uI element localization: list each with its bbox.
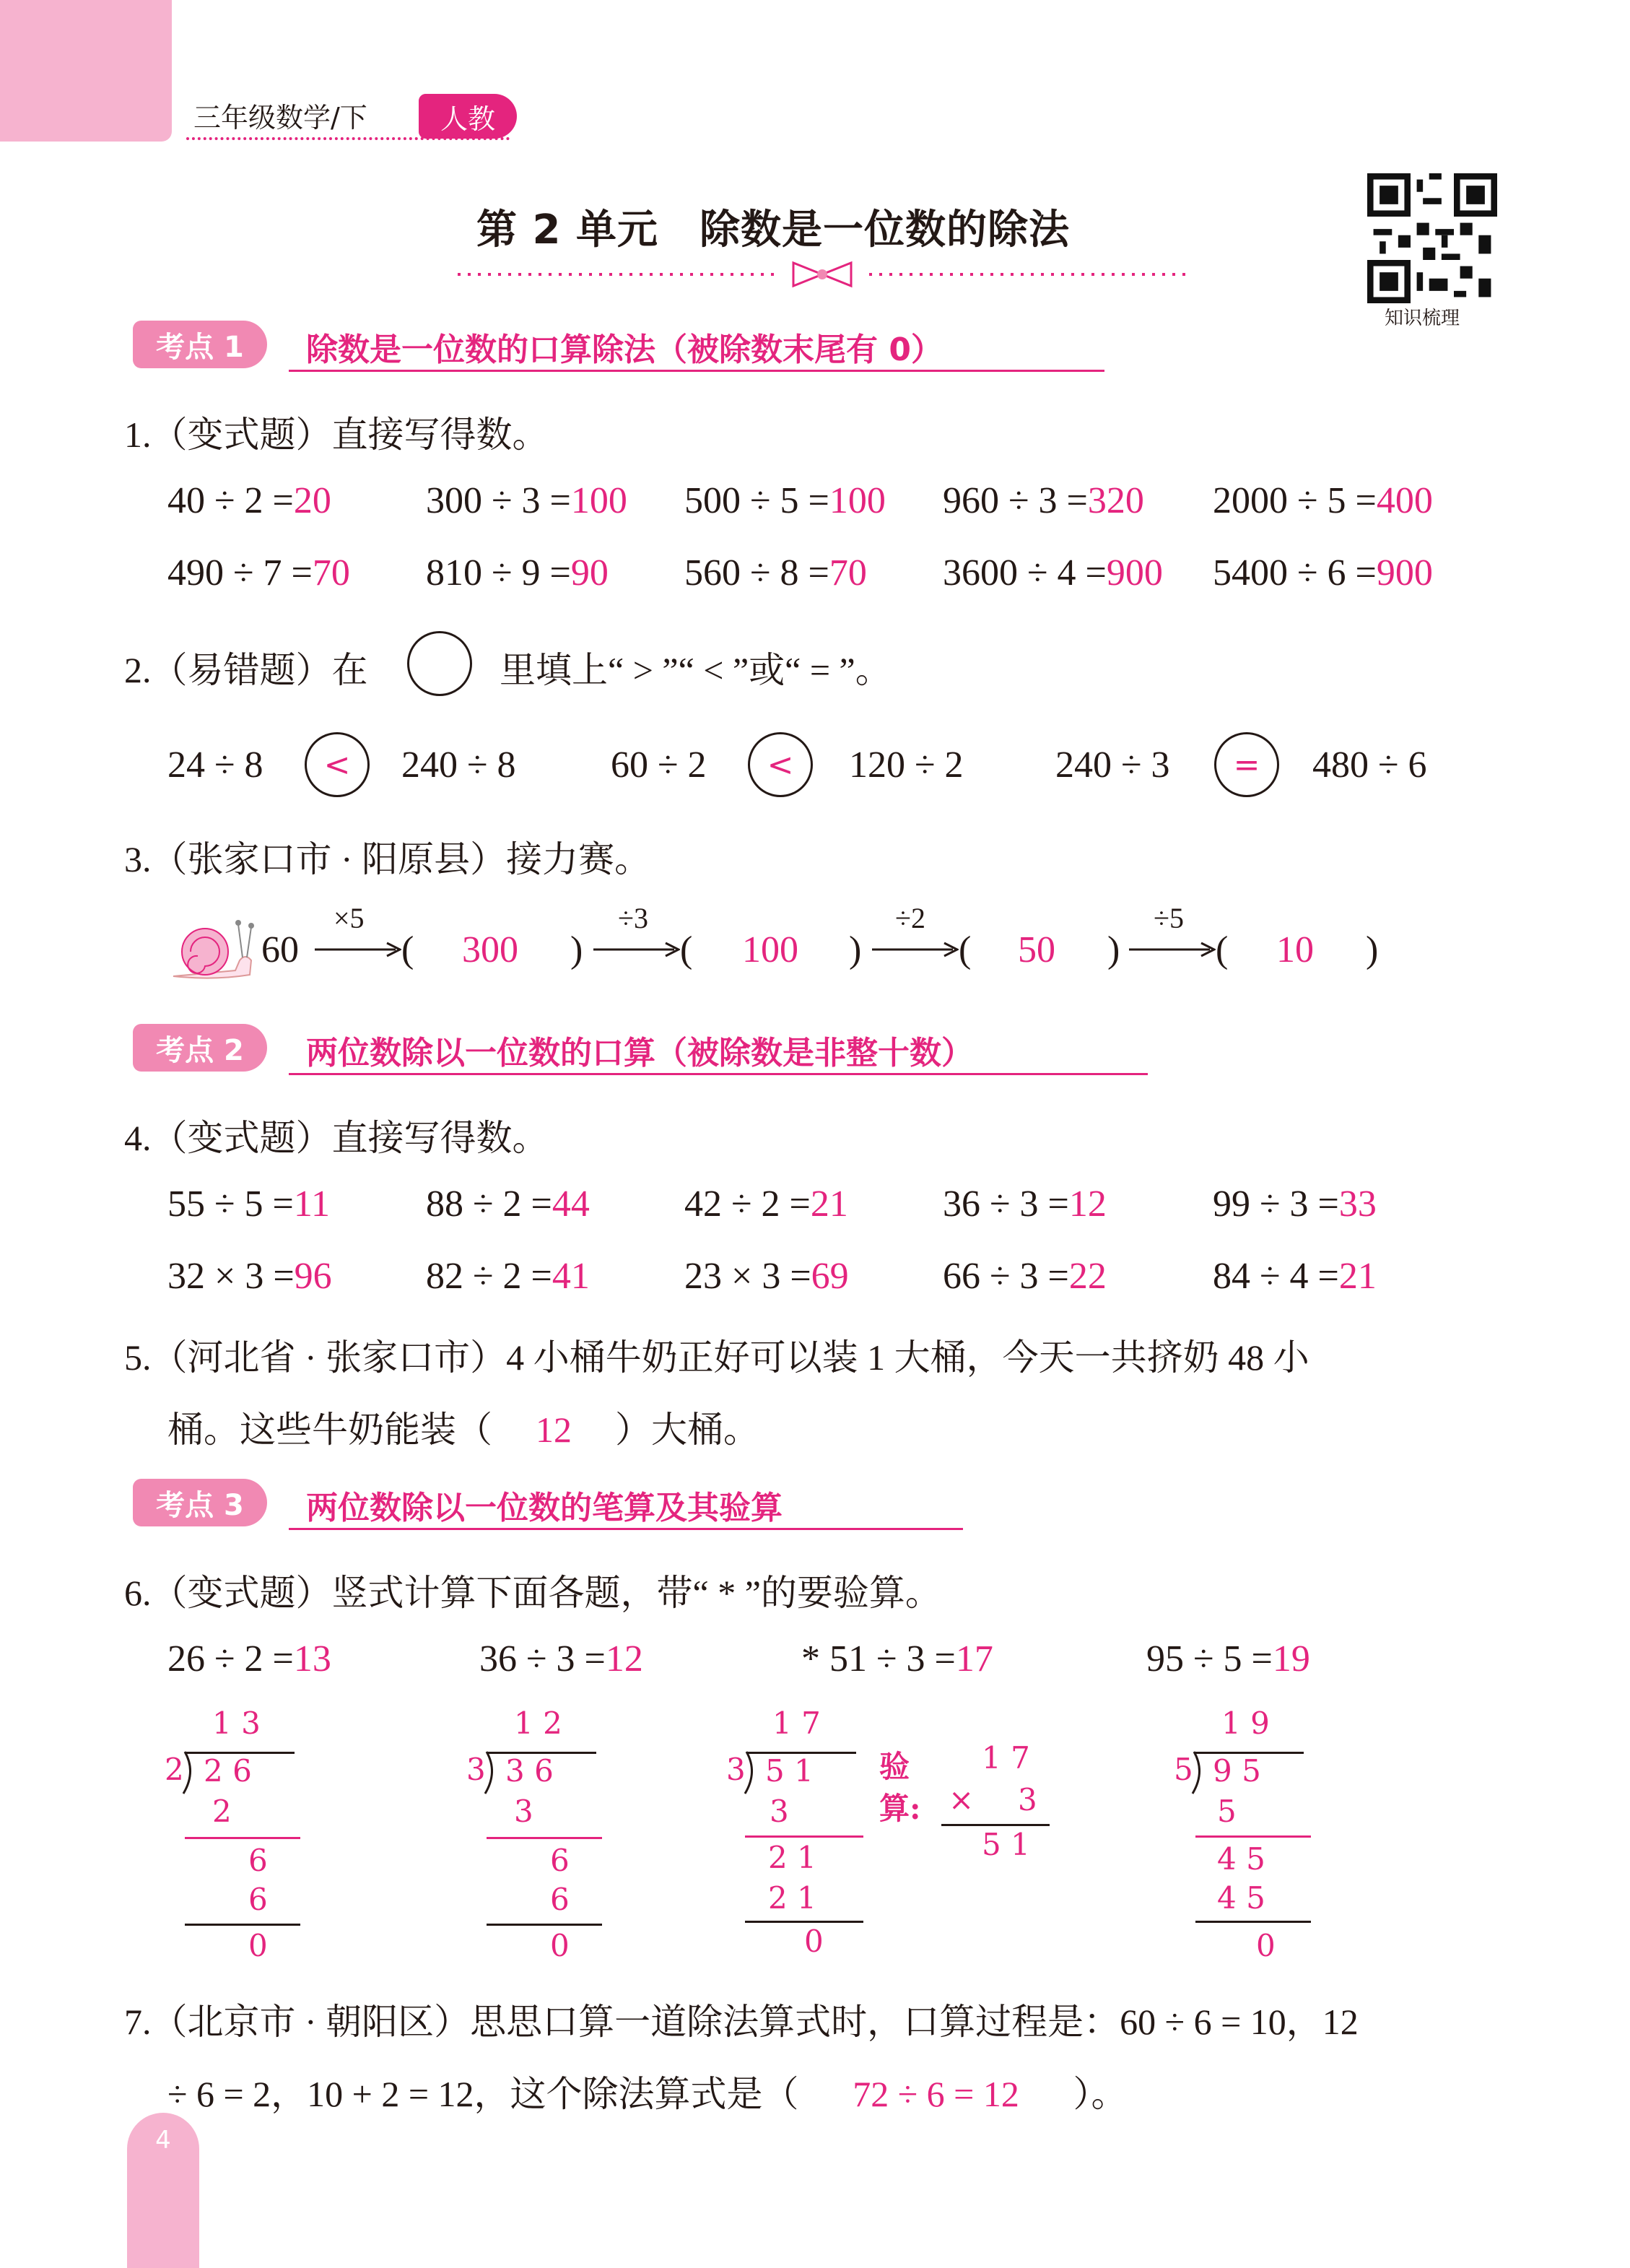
division-bracket-icon [182,1750,199,1795]
step-line [185,1924,300,1926]
kp2-title: 两位数除以一位数的口算（被除数是非整十数） [306,1035,973,1072]
q1-item: 960 ÷ 3 =320 [943,480,1144,521]
step-subtract: 4 5 [1217,1880,1265,1916]
q5-line2: 桶。这些牛奶能装（ 12 ）大桶。 [167,1409,759,1450]
header-divider [186,137,510,140]
page-number: 4 [155,2126,171,2155]
q1-item: 5400 ÷ 6 =900 [1213,552,1433,594]
q4-item: 55 ÷ 5 =11 [167,1183,330,1225]
step-line [487,1837,602,1839]
kp3-badge: 考点 3 [133,1479,267,1526]
answer-circle-sample [407,631,472,696]
quotient: 1 2 [514,1706,562,1741]
q4-item: 42 ÷ 2 =21 [684,1183,848,1225]
step-subtract: 6 [248,1882,268,1917]
dividend: 3 6 [505,1753,554,1789]
check-result: 5 1 [982,1827,1030,1862]
q2-right: 240 ÷ 8 [401,744,516,786]
bow-divider-icon [458,260,1187,289]
check-top: 1 7 [982,1740,1030,1776]
arrow-icon [872,939,959,960]
unit-title: 第 2 单元 除数是一位数的除法 [476,207,1070,253]
q4-item: 82 ÷ 2 =41 [426,1256,590,1297]
q4-stem: 4.（变式题）直接写得数。 [124,1118,549,1158]
step-subtract: 5 [1217,1794,1237,1829]
step-line [745,1921,863,1923]
step-line [745,1835,863,1838]
qr-label: 知识梳理 [1385,308,1460,329]
q2-stem-a: 2.（易错题）在 [124,650,368,690]
q3-stem: 3.（张家口市 · 阳原县）接力赛。 [124,839,651,879]
q2-answer-circle: < [305,732,370,797]
check-multiplier: 3 [1018,1782,1037,1817]
step-line [487,1924,602,1926]
corner-decoration [0,0,172,142]
q4-item: 99 ÷ 3 =33 [1213,1183,1377,1225]
q4-item: 36 ÷ 3 =12 [943,1183,1107,1225]
step-remainder: 6 [248,1843,268,1878]
step-line [185,1837,300,1839]
q7-line1: 7.（北京市 · 朝阳区）思思口算一道除法算式时，口算过程是：60 ÷ 6 = 10，12 [124,2002,1359,2042]
q4-item: 66 ÷ 3 =22 [943,1256,1107,1297]
q6-item: * 51 ÷ 3 =17 [801,1638,993,1680]
q2-right: 120 ÷ 2 [849,744,964,786]
kp1-badge: 考点 1 [133,321,267,368]
q3-op: ÷5 [1154,902,1184,934]
q5-line1: 5.（河北省 · 张家口市）4 小桶牛奶正好可以装 1 大桶，今天一共挤奶 48 小 [124,1337,1309,1378]
q3-answer: 300 [462,929,518,970]
q1-item: 3600 ÷ 4 =900 [943,552,1163,594]
q1-item: 2000 ÷ 5 =400 [1213,480,1433,521]
quotient: 1 9 [1221,1706,1270,1741]
q2-answer-circle: = [1214,732,1279,797]
step-line [1195,1921,1311,1923]
q3-answer: 50 [1018,929,1055,970]
arrow-icon [1129,939,1216,960]
step-subtract: 3 [770,1794,789,1829]
grade-label: 三年级数学/下 [193,102,367,134]
check-label: 算: [879,1791,921,1826]
arrow-icon [315,939,401,960]
q2-left: 240 ÷ 3 [1055,744,1170,786]
q3-paren-close: ) [849,929,862,970]
q1-item: 560 ÷ 8 =70 [684,552,867,594]
step-line [1195,1835,1311,1838]
qr-code-icon[interactable] [1367,173,1497,303]
divisor: 5 [1174,1752,1193,1787]
q7-line2: ÷ 6 = 2，10 + 2 = 12，这个除法算式是（ 72 ÷ 6 = 12 ）。 [167,2074,1128,2114]
division-bracket-icon [744,1750,761,1795]
final-remainder: 0 [550,1928,570,1963]
q2-answer-circle: < [748,732,813,797]
final-remainder: 0 [248,1928,268,1963]
q3-paren-open: ( [959,929,972,970]
step-subtract: 2 1 [768,1880,816,1916]
q1-item: 300 ÷ 3 =100 [426,480,627,521]
q6-item: 95 ÷ 5 =19 [1146,1638,1310,1680]
kp1-title: 除数是一位数的口算除法（被除数末尾有 0） [306,331,943,368]
division-bracket-icon [1191,1750,1208,1795]
kp3-title: 两位数除以一位数的笔算及其验算 [306,1490,783,1526]
q3-op: ÷3 [618,902,648,934]
q4-item: 23 × 3 =69 [684,1256,849,1297]
step-subtract: 2 [212,1794,232,1829]
q3-paren-open: ( [401,929,414,970]
q2-left: 24 ÷ 8 [167,744,263,786]
q1-stem: 1.（变式题）直接写得数。 [124,414,549,455]
q3-paren-open: ( [1216,929,1229,970]
q3-start: 60 [261,929,299,970]
q4-item: 88 ÷ 2 =44 [426,1183,590,1225]
q2-right: 480 ÷ 6 [1312,744,1427,786]
check-line [941,1824,1050,1826]
q6-stem: 6.（变式题）竖式计算下面各题，带“ * ”的要验算。 [124,1573,941,1613]
q3-op: ×5 [334,902,365,934]
q4-item: 32 × 3 =96 [167,1256,332,1297]
step-subtract: 3 [514,1794,533,1829]
step-remainder: 4 5 [1217,1841,1265,1877]
division-bracket-icon [484,1750,501,1795]
q3-paren-open: ( [680,929,693,970]
divisor: 3 [466,1752,486,1787]
final-remainder: 0 [1256,1928,1276,1963]
check-label: 验 [879,1749,910,1784]
q3-paren-close: ) [570,929,583,970]
q1-item: 40 ÷ 2 =20 [167,480,331,521]
q6-item: 36 ÷ 3 =12 [479,1638,643,1680]
kp3-underline [289,1528,963,1530]
q6-item: 26 ÷ 2 =13 [167,1638,331,1680]
publisher-badge: 人教 [419,94,517,139]
final-remainder: 0 [804,1924,824,1959]
q1-item: 490 ÷ 7 =70 [167,552,350,594]
step-remainder: 2 1 [768,1840,816,1875]
quotient: 1 3 [212,1706,261,1741]
q1-item: 810 ÷ 9 =90 [426,552,609,594]
q2-stem-b: 里填上“ > ”“ < ”或“ = ”。 [500,650,892,690]
q3-answer: 10 [1276,929,1314,970]
q3-op: ÷2 [895,902,925,934]
snail-icon [170,910,257,982]
arrow-icon [593,939,680,960]
divisor: 2 [165,1752,184,1787]
q4-item: 84 ÷ 4 =21 [1213,1256,1377,1297]
q1-item: 500 ÷ 5 =100 [684,480,886,521]
quotient: 1 7 [772,1706,821,1741]
q3-paren-close: ) [1366,929,1379,970]
dividend: 2 6 [204,1753,252,1789]
step-subtract: 6 [550,1882,570,1917]
check-op: × [949,1782,975,1817]
kp1-underline [289,370,1104,372]
kp2-badge: 考点 2 [133,1024,267,1072]
q2-left: 60 ÷ 2 [611,744,707,786]
divisor: 3 [726,1752,746,1787]
dividend: 5 1 [765,1753,814,1789]
kp2-underline [289,1073,1148,1075]
dividend: 9 5 [1213,1753,1261,1789]
q3-answer: 100 [742,929,798,970]
step-remainder: 6 [550,1843,570,1878]
q3-paren-close: ) [1107,929,1120,970]
